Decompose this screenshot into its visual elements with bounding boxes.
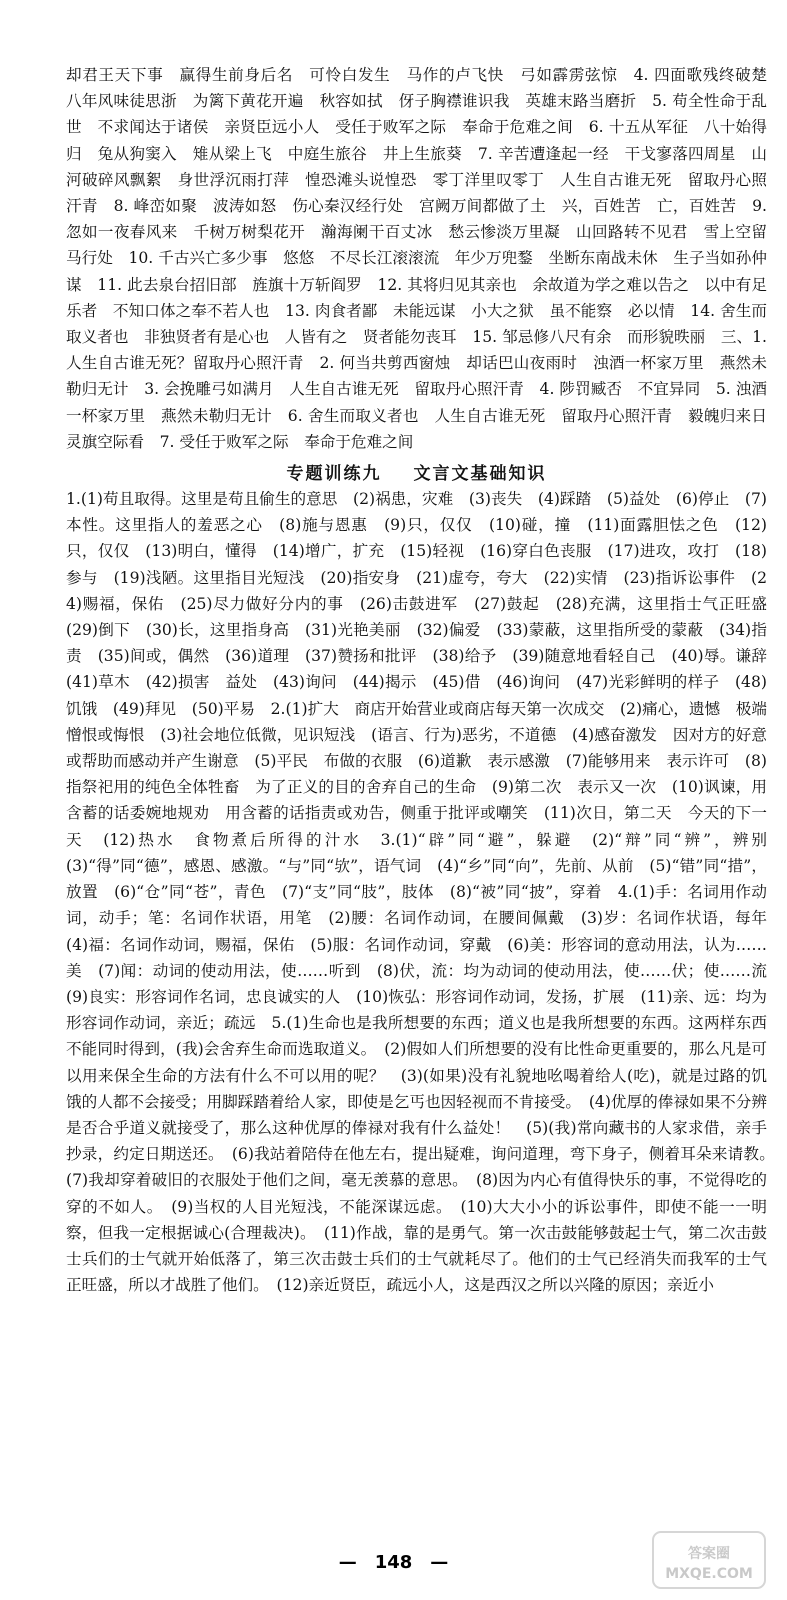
page-number: — 148 — <box>338 1552 449 1573</box>
section-heading-title: 文言文基础知识 <box>413 464 547 485</box>
watermark-logo <box>649 1528 769 1592</box>
section-heading <box>66 459 767 484</box>
poetry-answers-paragraph: 却君王天下事 赢得生前身后名 可怜白发生 马作的卢飞快 弓如霹雳弦惊 4. 四面歌残终破楚 八年风味徒思浙 为篱下黄花开遍 秋容如拭 伢子胸襟谁识我 英雄末路当磨折 5. 苟全性命于乱世 不求闻达于诸侯 亲贤臣远小人 受任于败军之际 奉命于危难之间 6. 十五从军征 八十始得归 兔从狗窦入 雉从梁上飞 中庭生旅谷 井上生旅葵 7. 辛苦遭逢起一经 干戈寥落四周星 山河破碎风飘絮 身世浮沉雨打萍 惶恐滩头说惶恐 零丁洋里叹零丁 人生自古谁无死 留取丹心照汗青 8. 峰峦如聚 波涛如怒 伤心秦汉经行处 宫阙万间都做了土 兴，百姓苦 亡，百姓苦 9. 忽如一夜春风来 千树万树梨花开 瀚海阑干百丈冰 愁云惨淡万里凝 山回路转不见君 雪上空留马行处 10. 千古兴亡多少事 悠悠 不尽长江滚滚流 年少万兜鍪 坐断东南战未休 生子当如孙仲谋 11. 此去泉台招旧部 旌旗十万斩阎罗 12. 其将归见其亲也 余故道为学之难以告之 以中有足乐者 不知口体之奉不若人也 13. 肉食者鄙 未能远谋 小大之狱 虽不能察 必以情 14. 舍生而取义者也 非独贤者有是心也 人皆有之 贤者能勿丧耳 15. 邹忌修八尺有余 而形貌昳丽 三、1. 人生自古谁无死？留取丹心照汗青 2. 何当共剪西窗烛 却话巴山夜雨时 浊酒一杯家万里 燕然未勒归无计 3. 会挽雕弓如满月 人生自古谁无死 留取丹心照汗青 4. 陟罚臧否 不宜异同 5. 浊酒一杯家万里 燕然未勒归无计 6. 舍生而取义者也 人生自古谁无死 留取丹心照汗青 毅魄归来日 灵旗空际看 7. 受任于败军之际 奉命于危难之间 <box>66 66 783 451</box>
classical-chinese-answers-paragraph: 1.(1)苟且取得。这里是苟且偷生的意思 (2)祸患，灾难 (3)丧失 (4)踩踏 (5)益处 (6)停止 (7)本性。这里指人的羞恶之心 (8)施与恩惠 (9)只，仅仅 (10)碰，撞 (11)面露胆怯之色 (12)只，仅仅 (13)明白，懂得 (14)增广，扩充 (15)轻视 (16)穿白色丧服 (17)进攻，攻打 (18)参与 (19)浅陋。这里指目光短浅 (20)指安身 (21)虚夸，夸大 (22)实情 (23)指诉讼事件 (24)赐福，保佑 (25)尽力做好分内的事 (26)击鼓进军 (27)鼓起 (28)充满，这里指士气正旺盛 (29)倒下 (30)长，这里指身高 (31)光艳美丽 (32)偏爱 (33)蒙蔽，这里指所受的蒙蔽 (34)指责 (35)间或，偶然 (36)道理 (37)赞扬和批评 (38)给予 (39)随意地看轻自己 (40)辱。谦辞 (41)草木 (42)损害 益处 (43)询问 (44)揭示 (45)借 (46)询问 (47)光彩鲜明的样子 (48)饥饿 (49)拜见 (50)平易 2.(1)扩大 商店开始营业或商店每天第一次成交 (2)痛心，遗憾 极端憎恨或悔恨 (3)社会地位低微，见识短浅 (语言、行为)恶劣，不道德 (4)感奋激发 因对方的好意或帮助而感动并产生谢意 (5)平民 布做的衣服 (6)道歉 表示感激 (7)能够用来 表示许可 (8)指祭祀用的纯色全体牲畜 为了正义的目的舍弃自己的生命 (9)第二次 表示又一次 (10)讽谏，用含蓄的话委婉地规劝 用含蓄的话指责或劝告，侧重于批评或嘲笑 (11)次日，第二天 今天的下一天 (12)热水 食物煮后所得的汁水 3.(1)“辟”同“避”，躲避 (2)“辩”同“辨”，辨别 (3)“得”同“德”，感恩、感激。“与”同“欤”，语气词 (4)“乡”同“向”，先前、从前 (5)“错”同“措”，放置 (6)“仓”同“苍”，青色 (7)“支”同“肢”，肢体 (8)“被”同“披”，穿着 4.(1)手：名词用作动词，动手；笔：名词作状语，用笔 (2)腰：名词作动词，在腰间佩戴 (3)岁：名词作状语，每年 (4)福：名词作动词，赐福，保佑 (5)服：名词作动词，穿戴 (6)美：形容词的意动用法，认为……美 (7)闻：动词的使动用法，使……听到 (8)伏，流：均为动词的使动用法，使……伏；使……流 (9)良实：形容词作名词，忠良诚实的人 (10)恢弘：形容词作动词，发扬，扩展 (11)亲、远：均为形容词作动词，亲近；疏远 5.(1)生命也是我所想要的东西；道义也是我所想要的东西。这两样东西不能同时得到，(我)会舍弃生命而选取道义。 (2)假如人们所想要的没有比性命更重要的，那么凡是可以用来保全生命的方法有什么不可以用的呢？ (3)(如果)没有礼貌地吆喝着给人(吃)，就是过路的饥饿的人都不会接受；用脚踩踏着给人家，即使是乞丐也因轻视而不肯接受。 (4)优厚的俸禄如果不分辨是否合乎道义就接受了，那么这种优厚的俸禄对我有什么益处！ (5)(我)常向藏书的人家求借，亲手抄录，约定日期送还。 (6)我站着陪侍在他左右，提出疑难，询问道理，弯下身子，侧着耳朵来请教。 (7)我却穿着破旧的衣服处于他们之间，毫无羡慕的意思。 (8)因为内心有值得快乐的事，不觉得吃的穿的不如人。 (9)当权的人目光短浅，不能深谋远虑。 (10)大大小小的诉讼事件，即使不能一一明察，但我一定根据诚心(合理裁决)。 (11)作战，靠的是勇气。第一次击鼓能够鼓起士气，第二次击鼓士兵们的士气就开始低落了，第三次击鼓士兵们的士气就耗尽了。他们的士气已经消失而我军的士气正旺盛，所以才战胜了他们。 (12)亲近贤臣，疏远小人，这是西汉之所以兴隆的原因；亲近小 <box>66 490 783 1295</box>
watermark-line1: 答案圈 <box>688 1546 730 1562</box>
watermark-line2: MXQE.COM <box>665 1566 753 1582</box>
section-heading-label: 专题训练九 <box>286 464 382 485</box>
